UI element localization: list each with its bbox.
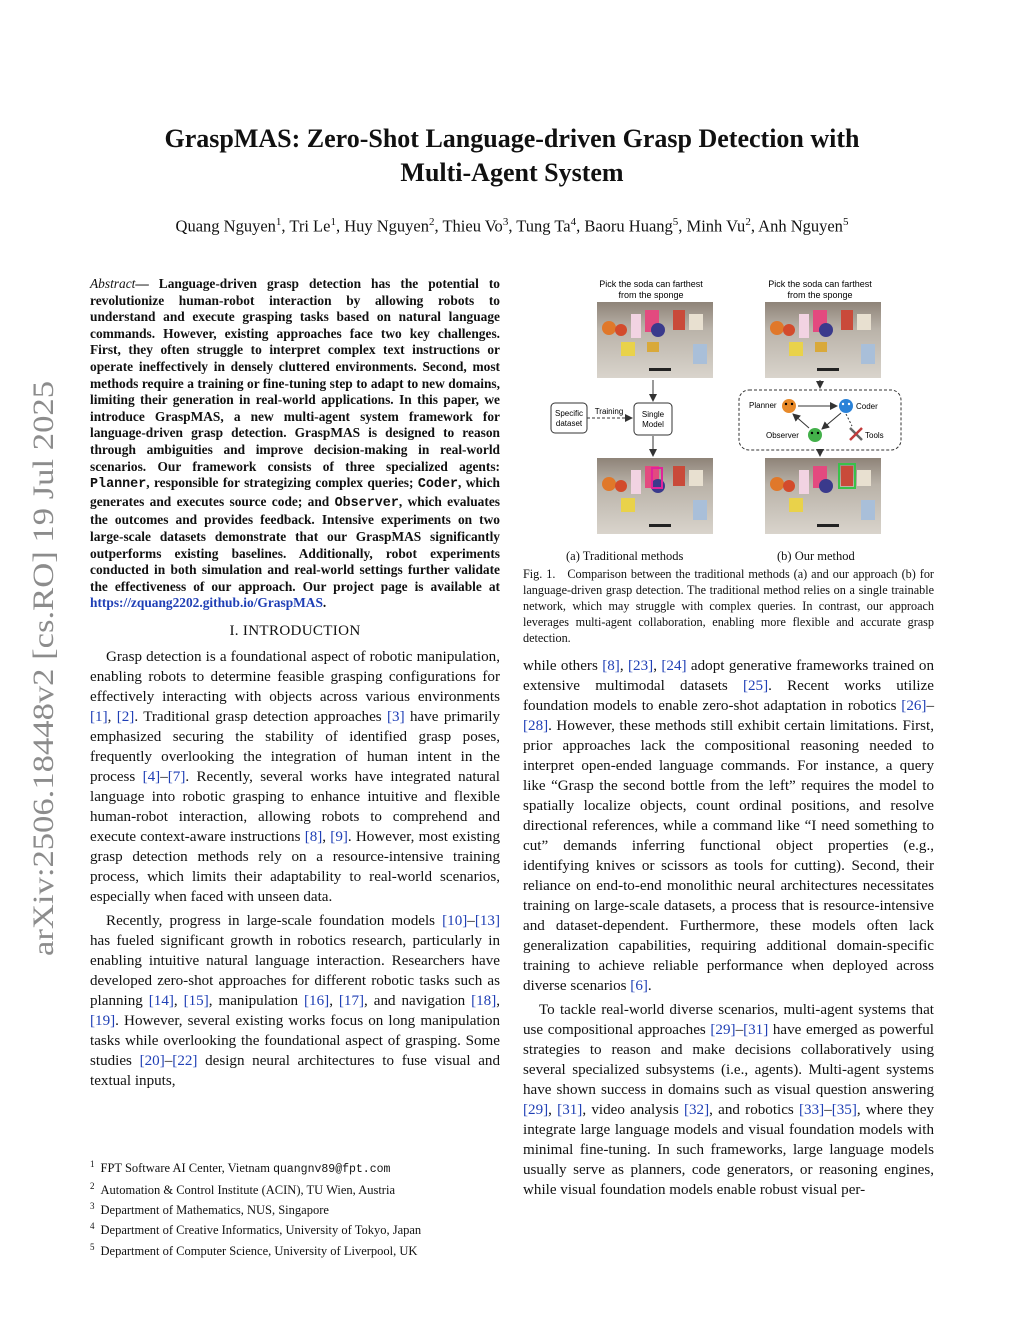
text-segment: have primarily emphasized securing the stability of identified grasp poses, frequently overlooking the integration of human intent in the process [90, 708, 500, 785]
text-segment: , where they integrate large language models and visual foundation models with minimal fine-tuning. In such frameworks, large language models usually serve as planners, code generators, or reasoning engines, while visual foundation models enable robust visual per- [523, 1102, 934, 1198]
text-segment: have emerged as powerful strategies to reason and make decisions collaboratively using several specialized subsystems (i.e., agents). Multi-agent systems have shown success in domains such as visual question answering [523, 1022, 934, 1098]
footnote-number: 4 [90, 1221, 95, 1232]
author-affiliation: 1 [275, 216, 282, 228]
footnote-text: FPT Software AI Center, Vietnam [100, 1161, 274, 1176]
footnote-number: 1 [90, 1159, 95, 1169]
citation-link[interactable]: [10] [442, 912, 468, 929]
caption-label: Fig. 1. [523, 567, 556, 581]
single-model-label-1: Single [641, 410, 665, 419]
citation-link[interactable]: [1] [90, 708, 108, 725]
author: Baoru Huang [584, 216, 673, 236]
citation-link[interactable]: [4] [142, 768, 161, 785]
text-segment: – [164, 1052, 173, 1069]
body-paragraph [523, 656, 934, 996]
citation-link[interactable]: [29] [523, 1102, 549, 1118]
citation-link[interactable]: [35] [831, 1102, 857, 1118]
observer-agent-icon [808, 428, 822, 442]
abstract-dash: — [135, 276, 159, 291]
subcaption-b: (b) Our method [777, 549, 855, 563]
author-list: Quang Nguyen$^1$, Tri Le$^1$, Huy Nguyen$^2$, Thieu Vo$^3$, Tung Ta$^4$, Baoru Huang$^5$, Minh Vu$^2$, Anh Nguyen$^5$ [175, 216, 849, 236]
citation-link[interactable]: [31] [557, 1102, 583, 1118]
coder-label: Coder [856, 402, 878, 411]
text-segment: – [735, 1022, 744, 1038]
left-column [90, 276, 500, 1091]
text-segment: – [467, 912, 475, 929]
abstract-end: . [322, 595, 327, 611]
footnote-text: Automation & Control Institute (ACIN), TU Wien, Austria [100, 1183, 395, 1198]
text-segment: . Recent works utilize foundation models to enable zero-shot adaptation in robotics [523, 678, 934, 714]
arxiv-stamp-text: arXiv:2506.18448v2 [cs.RO] 19 Jul 2025 [27, 457, 60, 956]
citation-link[interactable]: [13] [474, 912, 500, 929]
figure-caption [523, 566, 934, 646]
citation-link[interactable]: [15] [183, 992, 209, 1009]
citation-link[interactable]: [31] [743, 1022, 769, 1038]
query-right-line-1: Pick the soda can farthest [768, 279, 872, 289]
figure-1 [523, 270, 943, 566]
citation-link[interactable]: [29] [710, 1022, 736, 1038]
planner-label: Planner [749, 401, 777, 410]
author: Thieu Vo [442, 216, 503, 236]
text-segment: . Traditional grasp detection approaches [134, 708, 388, 725]
author-affiliation: 3 [502, 216, 509, 228]
citation-link[interactable]: [17] [338, 992, 365, 1009]
citation-link[interactable]: [24] [661, 658, 687, 674]
text-segment: To tackle real-world diverse scenarios, multi-agent systems that use compositional approaches [523, 1002, 934, 1038]
author: Quang Nguyen [175, 216, 276, 236]
footnote [90, 1218, 510, 1238]
text-segment: Grasp detection is a foundational aspect of robotic manipulation, enabling robots to determine feasible grasping configurations for effectively interacting with objects across various environments [90, 648, 500, 705]
citation-link[interactable]: [8] [602, 658, 620, 674]
coder-agent-icon [839, 399, 853, 413]
text-segment: – [160, 768, 168, 785]
specific-dataset-label-2: dataset [555, 419, 583, 428]
text-segment: . However, several existing works focus on long manipulation tasks while overlooking the foundational aspect of grasping. Some studies [90, 1012, 500, 1069]
footnote [90, 1178, 510, 1198]
observer-label: Observer [766, 431, 799, 440]
text-segment: , [548, 1102, 558, 1118]
title-line-1: GraspMAS: Zero-Shot Language-driven Grasp Detection with [164, 124, 860, 153]
citation-link[interactable]: [19] [90, 1012, 116, 1029]
text-segment: . However, these methods still exhibit certain limitations. First, prior approaches lack the compositional reasoning needed to interpret open-ended language commands. For instance, a query like “Grasp the second bottle from the left” requires the model to spatially localize objects, count ordinal positions, and resolve directional references, while a command like “I need something to cut” demands inferring functional object properties (e.g., identifying knives or scissors as tools for cutting). Second, their reliance on end-to-end monolithic neural architectures necessitates training on large-scale datasets, a process that is resource-intensive and dataset-dependent. Furthermore, these models often lack generalization capabilities, requiring additional domain-specific training to achieve reliable performance when deployed across diverse scenarios [523, 718, 934, 994]
text-segment: design neural architectures to fuse visual and textual inputs, [90, 1052, 500, 1089]
tools-label: Tools [865, 431, 884, 440]
footnote-text: Department of Creative Informatics, University of Tokyo, Japan [100, 1223, 422, 1238]
citation-link[interactable]: [18] [471, 992, 497, 1009]
abstract-text: , which evaluates the outcomes and provides feedback. Intensive experiments on two large-scale datasets demonstrate that our GraspMAS significantly outperforms existing baselines. Additionally, robot experiments conducted in both simulation and real-world settings further validate the effectiveness of our approach. Our project page is available at [90, 493, 500, 594]
footnote-number: 2 [90, 1181, 95, 1192]
right-body-text [523, 656, 934, 1200]
single-model-box [634, 403, 672, 435]
citation-link[interactable]: [33] [799, 1102, 825, 1118]
abstract [90, 276, 500, 612]
text-segment: , [329, 992, 339, 1009]
title-line-2: Multi-Agent System [400, 158, 624, 187]
text-segment: , [173, 992, 184, 1009]
specific-dataset-label-1: Specific [554, 409, 584, 418]
author-affiliation: 5 [842, 216, 849, 228]
citation-link[interactable]: [3] [387, 708, 405, 725]
section-heading: I. INTRODUCTION [229, 622, 361, 639]
citation-link[interactable]: [32] [683, 1102, 710, 1118]
text-segment: . However, most existing grasp detection methods rely on a resource-intensive training process, which limits their adaptability to real-world scenarios, especially when faced with unseen data. [90, 828, 500, 905]
citation-link[interactable]: [20] [139, 1052, 165, 1069]
footnote-number: 5 [90, 1241, 95, 1252]
citation-link[interactable]: [6] [630, 978, 648, 994]
arxiv-stamp-svg [16, 378, 66, 958]
footnote [90, 1239, 510, 1259]
query-right-line-2: from the sponge [787, 290, 853, 300]
text-segment: has fueled significant growth in robotics research, particularly in enabling intuitive natural language interaction. Researchers have developed zero-shot approaches for different robotic tasks such as planning [90, 932, 500, 1009]
subcaption-a: (a) Traditional methods [566, 549, 684, 563]
agent-observer: Observer [334, 495, 399, 511]
citation-link[interactable]: [8] [304, 828, 323, 845]
footnote-number: 3 [90, 1201, 95, 1212]
citation-link[interactable]: [26] [901, 698, 927, 714]
author: Minh Vu [686, 216, 746, 236]
author-affiliation: 2 [429, 216, 435, 228]
right-column [523, 656, 934, 1200]
scene-image-bottom-left [597, 458, 713, 534]
author-affiliation: 5 [672, 216, 679, 228]
footnote [90, 1156, 510, 1178]
agent-planner: Planner [90, 477, 147, 493]
author: Tri Le [289, 216, 331, 236]
citation-link[interactable]: [28] [523, 718, 549, 734]
left-body-text [90, 647, 500, 1091]
scene-image-top-right [765, 302, 881, 378]
footnote-text: Department of Mathematics, NUS, Singapore [100, 1203, 329, 1218]
multi-agent-box [739, 390, 901, 450]
text-segment: , [496, 992, 501, 1009]
abstract-text: , which generates and executes source code; and [90, 475, 500, 509]
citation-link[interactable]: [25] [742, 678, 769, 694]
single-model-label-2: Model [642, 420, 664, 429]
text-segment: , [322, 828, 331, 845]
text-segment: , and navigation [364, 992, 472, 1009]
citation-link[interactable]: [22] [172, 1052, 198, 1069]
text-segment: Recently, progress in large-scale foundation models [106, 912, 443, 929]
text-segment: , and robotics [709, 1102, 800, 1118]
text-segment: adopt generative frameworks trained on extensive multimodal datasets [523, 658, 935, 694]
footnote-email[interactable]: quangnv89@fpt.com [273, 1163, 391, 1177]
scene-image-bottom-right [765, 458, 881, 534]
abstract-text: Language-driven grasp detection has the potential to revolutionize human-robot interaction by allowing robots to understand and execute grasping tasks based on natural language commands. However, existing approaches face two key challenges. First, they often struggle to interpret complex text instructions or operate ineffectively in densely cluttered environments. Second, most methods require a training or fine-tuning step to adapt to new domains, limiting their generation in real-world applications. In this paper, we introduce GraspMAS, a new multi-agent system framework for language-driven grasp detection. GraspMAS is designed to reason through ambiguities and improve decision-making in real-world scenarios. Our framework consists of three specialized agents: [90, 276, 500, 474]
caption-text: Comparison between the traditional methods (a) and our approach (b) for language-driven grasp detection. The traditional method relies on a single trainable network, which may struggle with complex queries. In contrast, our approach leverages multi-agent collaboration, enabling more flexible and accurate grasp detection. [523, 567, 934, 645]
text-segment: , [653, 658, 662, 674]
text-segment: while others [523, 658, 603, 674]
text-segment: – [824, 1102, 832, 1118]
citation-link[interactable]: [9] [330, 828, 348, 845]
footnote [90, 1198, 510, 1218]
arxiv-stamp [16, 378, 66, 958]
agent-coder: Coder [417, 477, 459, 493]
abstract-text: , responsible for strategizing complex queries; [146, 475, 418, 491]
body-paragraph [90, 647, 500, 907]
specific-dataset-box [551, 403, 587, 433]
project-page-link[interactable]: https://zquang2202.github.io/GraspMAS [90, 595, 323, 611]
query-left-line-2: from the sponge [618, 290, 684, 300]
footnotes [90, 1156, 510, 1259]
citation-link[interactable]: [7] [167, 768, 186, 785]
author: Tung Ta [516, 216, 571, 236]
citation-link[interactable]: [2] [116, 708, 135, 725]
query-left-line-1: Pick the soda can farthest [599, 279, 703, 289]
author-affiliation: 2 [745, 216, 751, 228]
text-segment: – [926, 698, 934, 714]
author-affiliation: 4 [570, 216, 577, 228]
abstract-label: Abstract [90, 276, 136, 291]
author-affiliation: 1 [330, 216, 336, 228]
citation-link[interactable]: [16] [304, 992, 330, 1009]
text-segment: , video analysis [582, 1102, 684, 1118]
author: Anh Nguyen [758, 216, 843, 236]
scene-image-top-left [597, 302, 713, 378]
planner-agent-icon [782, 399, 796, 413]
citation-link[interactable]: [23] [628, 658, 654, 674]
body-paragraph [90, 911, 500, 1091]
footnote-text: Department of Computer Science, University of Liverpool, UK [100, 1243, 418, 1258]
paper-title [100, 122, 924, 190]
author: Huy Nguyen [344, 216, 429, 236]
text-segment: , manipulation [208, 992, 305, 1009]
text-segment: . Recently, several works have integrated natural language into robotic grasping to enhance intuitive and flexible human-robot interaction, allowing robots to comprehend and execute context-aware instructions [90, 768, 500, 845]
citation-link[interactable]: [14] [148, 992, 174, 1009]
figure-1-svg [523, 270, 943, 566]
text-segment: . [647, 978, 652, 994]
body-paragraph [523, 1000, 934, 1200]
training-label: Training [594, 407, 624, 416]
text-segment: , [107, 708, 117, 725]
text-segment: , [619, 658, 629, 674]
